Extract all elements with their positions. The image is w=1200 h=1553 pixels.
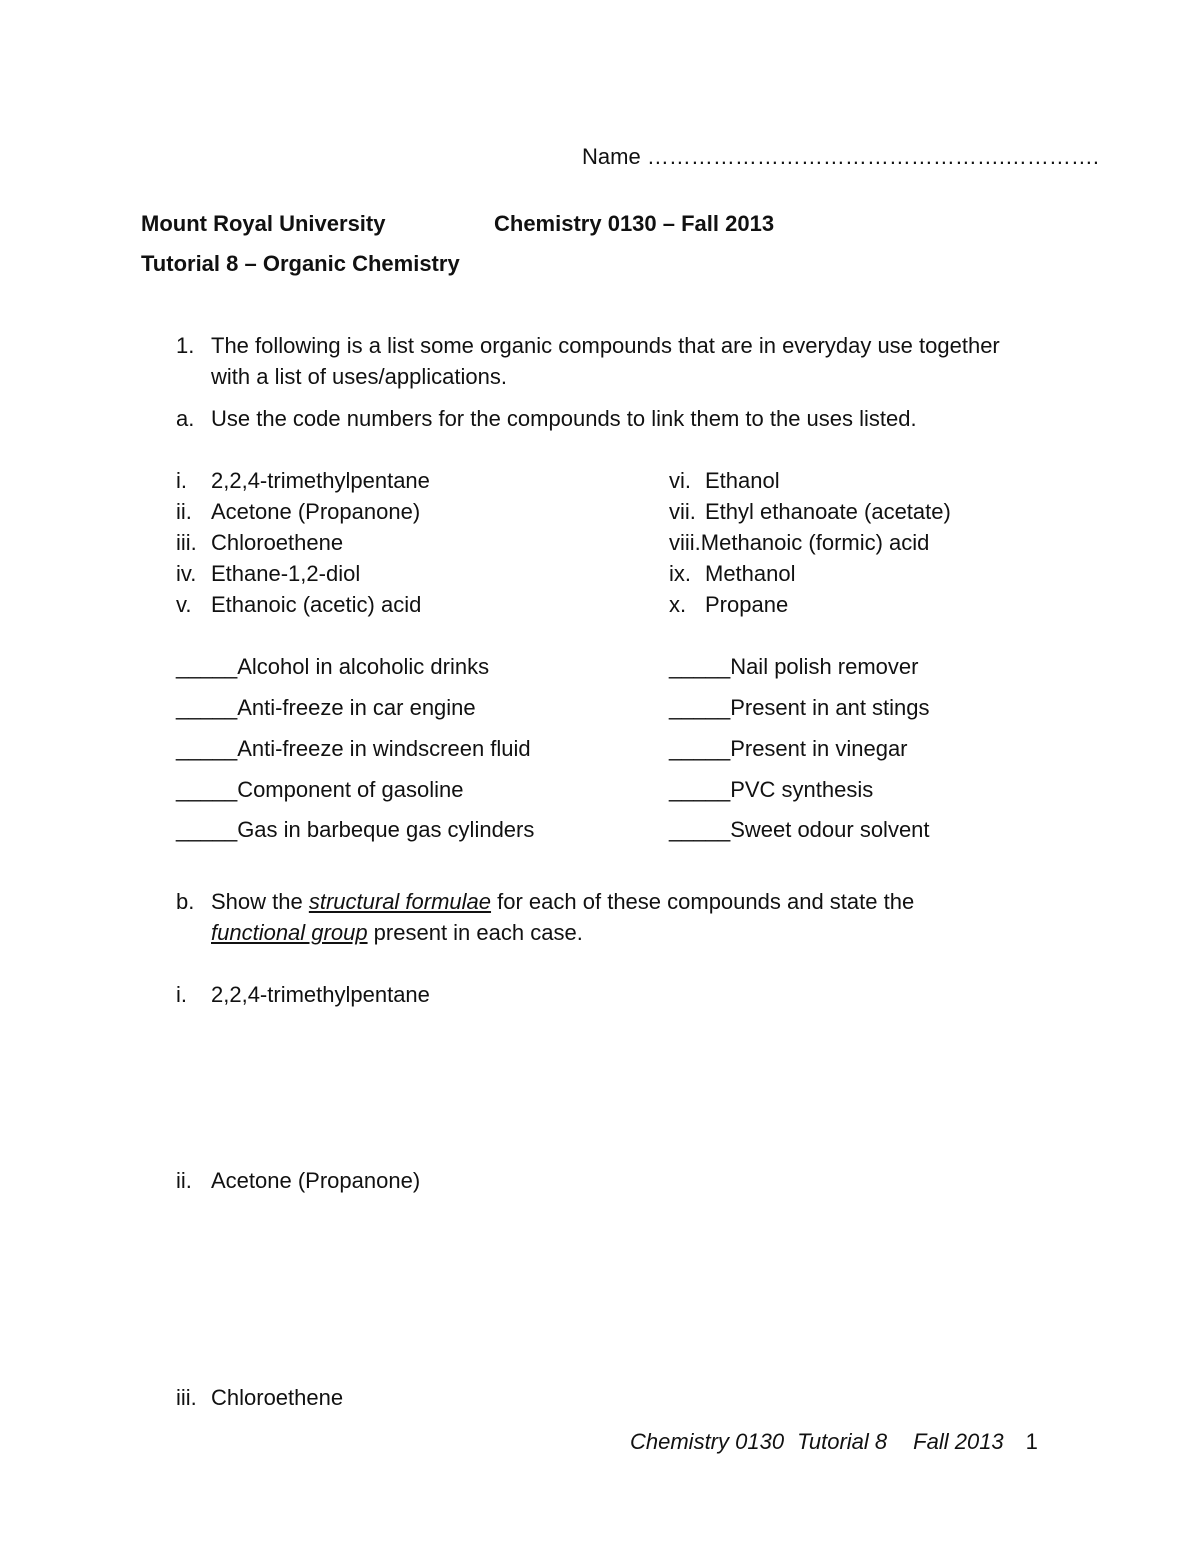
- use-label: Present in ant stings: [730, 695, 930, 720]
- answer-blank[interactable]: _____: [176, 777, 238, 802]
- structure-code: ii.: [176, 1168, 192, 1193]
- answer-blank[interactable]: _____: [176, 817, 238, 842]
- use-label: Alcohol in alcoholic drinks: [237, 654, 490, 679]
- question-1-number: 1.: [176, 333, 195, 358]
- use-item: [669, 779, 873, 801]
- use-label: Anti-freeze in car engine: [237, 695, 476, 720]
- part-b-text-before: Show the: [211, 889, 309, 914]
- use-item: [176, 738, 531, 760]
- compound-code: iii.: [176, 530, 197, 555]
- name-field: [582, 146, 1099, 168]
- compound-name: Propane: [705, 592, 789, 617]
- compound-name: Methanol: [705, 561, 796, 586]
- structure-name: Acetone (Propanone): [211, 1168, 421, 1193]
- use-label: Sweet odour solvent: [730, 817, 930, 842]
- answer-blank[interactable]: _____: [669, 654, 731, 679]
- answer-blank[interactable]: _____: [669, 736, 731, 761]
- use-label: PVC synthesis: [730, 777, 874, 802]
- answer-blank[interactable]: _____: [176, 654, 238, 679]
- part-b-text-line1: [211, 891, 914, 913]
- compound-code-viii: [669, 532, 929, 554]
- compound-name: Chloroethene: [211, 530, 344, 555]
- use-item: [669, 656, 918, 678]
- part-b-text-middle: for each of these compounds and state the: [491, 889, 915, 914]
- footer-term: Fall 2013: [913, 1429, 1004, 1454]
- compound-code: vii.: [669, 499, 696, 524]
- use-item: [176, 697, 476, 719]
- use-item: [669, 738, 908, 760]
- course-title: Chemistry 0130 – Fall 2013: [494, 211, 775, 236]
- answer-blank[interactable]: _____: [176, 736, 238, 761]
- compound-name: Ethyl ethanoate (acetate): [705, 499, 951, 524]
- compound-name: Ethanoic (acetic) acid: [211, 592, 422, 617]
- part-b-text-line2: [211, 922, 583, 944]
- compound-name: Acetone (Propanone): [211, 499, 421, 524]
- structure-code: iii.: [176, 1385, 197, 1410]
- footer: [630, 1431, 1038, 1453]
- compound-code: vi.: [669, 468, 691, 493]
- term-functional-group: functional group: [211, 920, 368, 945]
- structure-name: 2,2,4-trimethylpentane: [211, 982, 430, 1007]
- use-item: [176, 779, 463, 801]
- answer-blank[interactable]: _____: [669, 817, 731, 842]
- use-label: Gas in barbeque gas cylinders: [237, 817, 535, 842]
- compound-code: v.: [176, 592, 192, 617]
- compound-name: Ethane-1,2-diol: [211, 561, 361, 586]
- answer-blank[interactable]: _____: [669, 777, 731, 802]
- compound-name: Methanoic (formic) acid: [700, 530, 930, 555]
- use-item: [669, 819, 930, 841]
- use-label: Nail polish remover: [730, 654, 919, 679]
- use-item: [176, 819, 534, 841]
- part-b-text-after: present in each case.: [367, 920, 583, 945]
- term-structural-formulae: structural formulae: [308, 889, 492, 914]
- part-b-letter: b.: [176, 889, 195, 914]
- use-label: Present in vinegar: [730, 736, 908, 761]
- part-a-letter: a.: [176, 406, 195, 431]
- name-label: Name: [582, 144, 641, 169]
- compound-code: iv.: [176, 561, 197, 586]
- page-number: 1: [1025, 1429, 1038, 1454]
- answer-blank[interactable]: _____: [669, 695, 731, 720]
- answer-blank[interactable]: _____: [176, 695, 238, 720]
- use-item: [669, 697, 930, 719]
- compound-code: x.: [669, 592, 687, 617]
- compound-code: ii.: [176, 499, 192, 524]
- question-1-text-line2: with a list of uses/applications.: [211, 364, 507, 389]
- compound-code: i.: [176, 468, 187, 493]
- use-label: Component of gasoline: [237, 777, 464, 802]
- institution: Mount Royal University: [141, 211, 386, 236]
- question-1-text-line1: The following is a list some organic compounds that are in everyday use together: [211, 333, 1000, 358]
- use-label: Anti-freeze in windscreen fluid: [237, 736, 531, 761]
- compound-code: viii.: [669, 530, 701, 555]
- tutorial-title: Tutorial 8 – Organic Chemistry: [141, 251, 460, 276]
- footer-tutorial: Tutorial 8: [797, 1429, 888, 1454]
- compound-code: ix.: [669, 561, 691, 586]
- compound-name: 2,2,4-trimethylpentane: [211, 468, 430, 493]
- name-dots: ………………………………………….………….: [646, 144, 1100, 169]
- part-a-text: Use the code numbers for the compounds to link them to the uses listed.: [211, 406, 917, 431]
- structure-code: i.: [176, 982, 187, 1007]
- use-item: [176, 656, 489, 678]
- compound-name: Ethanol: [705, 468, 780, 493]
- structure-name: Chloroethene: [211, 1385, 344, 1410]
- footer-course: Chemistry 0130: [630, 1429, 785, 1454]
